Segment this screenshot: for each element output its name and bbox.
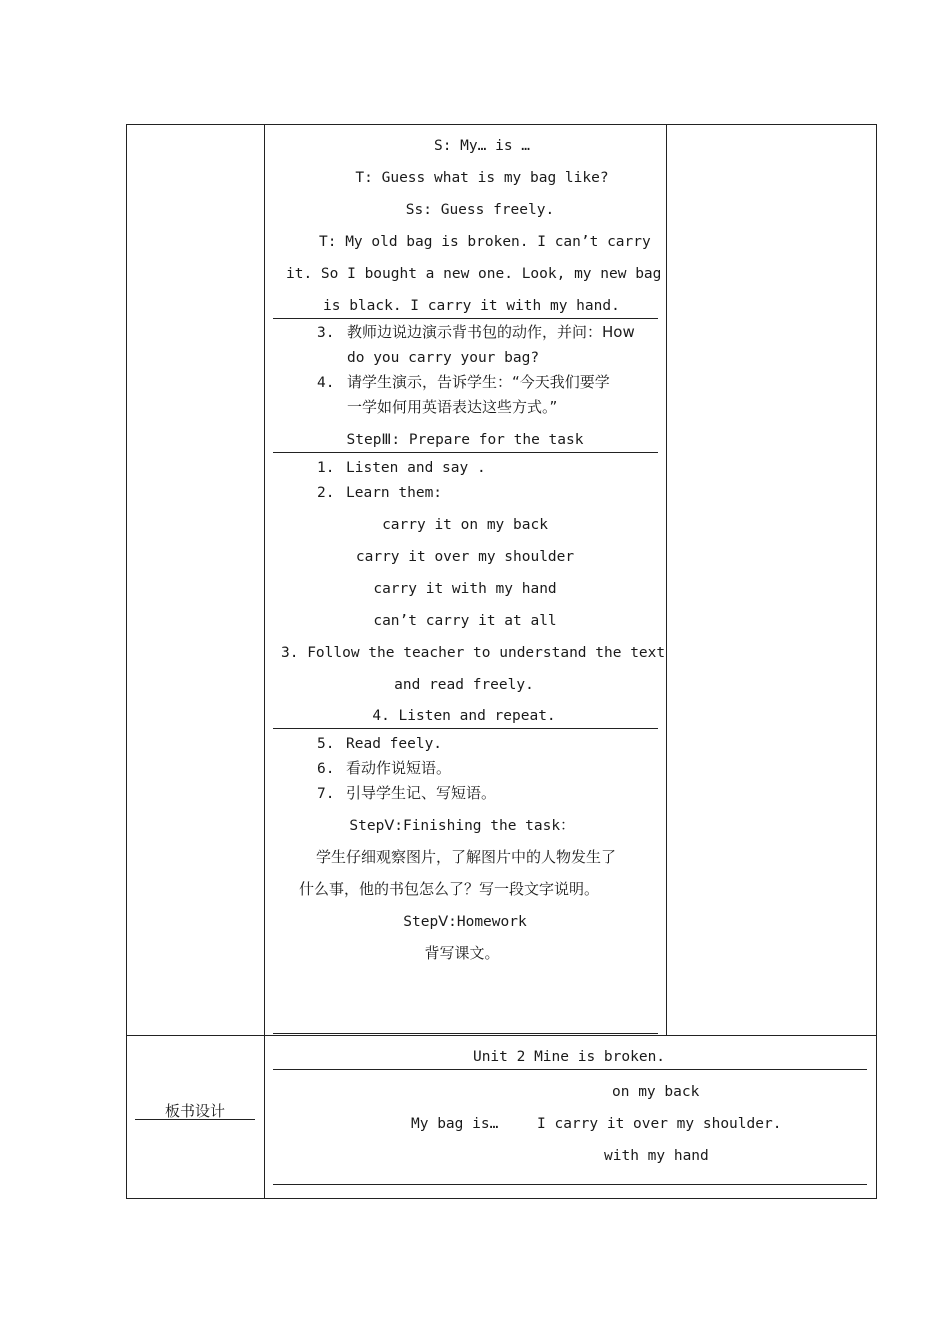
phrase: can’t carry it at all (373, 613, 557, 629)
board-title: Unit 2 Mine is broken. (472, 1049, 666, 1065)
list-number: 6. (317, 761, 335, 777)
column-divider-1 (264, 124, 265, 1199)
board-phrase: with my hand (604, 1148, 709, 1164)
phrase: carry it over my shoulder (355, 549, 575, 565)
dialogue-line: Ss: Guess freely. (405, 202, 555, 218)
step3-title: StepⅢ: Prepare for the task (346, 432, 584, 448)
follow-text: and read freely. (394, 677, 534, 693)
phrase: carry it with my hand (373, 581, 557, 597)
list-item: Listen and say . (346, 460, 486, 476)
list-item: 请学生演示，告诉学生：“今天我们要学 (347, 373, 610, 391)
list-number: 1. (317, 460, 335, 476)
homework-title: StepⅤ:Homework (403, 914, 527, 930)
dialogue-line: T: Guess what is my bag like? (355, 170, 609, 186)
follow-text: 3. Follow the teacher to understand the text (281, 645, 666, 661)
board-phrase: My bag is… (411, 1116, 499, 1132)
list-number: 5. (317, 736, 335, 752)
board-bottom-line (273, 1184, 867, 1185)
separator (273, 452, 658, 453)
homework-text: 背写课文。 (424, 944, 500, 962)
table-top-border (126, 124, 877, 125)
row-divider (126, 1035, 877, 1036)
table-left-border (126, 124, 127, 1199)
board-design-label: 板书设计 (164, 1102, 226, 1120)
list-item: Read feely. (346, 736, 443, 752)
dialogue-line: T: My old bag is broken. I can’t carry (319, 234, 651, 250)
dialogue-line: it. So I bought a new one. Look, my new bag (286, 266, 662, 282)
separator (273, 728, 658, 729)
list-number: 2. (317, 485, 335, 501)
list-item: 引导学生记、写短语。 (346, 784, 497, 802)
separator (273, 1033, 658, 1034)
separator (273, 318, 658, 319)
table-right-border (876, 124, 877, 1199)
board-title-underline (273, 1069, 867, 1070)
column-divider-2 (666, 124, 667, 1035)
dialogue-line: is black. I carry it with my hand. (323, 298, 620, 314)
list-number: 3. (317, 325, 335, 341)
list-item-continued: 一学如何用英语表达这些方式。” (347, 398, 558, 416)
board-phrase: on my back (612, 1084, 700, 1100)
listen-repeat: 4. Listen and repeat. (372, 708, 556, 724)
task-text: 学生仔细观察图片，了解图片中的人物发生了 (316, 848, 617, 866)
step5-title: StepⅤ:Finishing the task： (349, 818, 575, 834)
list-item: Learn them: (346, 485, 443, 501)
board-phrase: I carry it over my shoulder. (537, 1116, 782, 1132)
list-item-continued: do you carry your bag? (347, 350, 540, 366)
dialogue-line: S: My… is … (433, 138, 531, 154)
list-item: 看动作说短语。 (346, 759, 452, 777)
list-number: 7. (317, 786, 335, 802)
phrase: carry it on my back (382, 517, 548, 533)
list-number: 4. (317, 375, 335, 391)
table-bottom-border (126, 1198, 877, 1199)
list-item: 教师边说边演示背书包的动作，并问：How (347, 323, 635, 341)
task-text: 什么事，他的书包怎么了？写一段文字说明。 (299, 880, 600, 898)
